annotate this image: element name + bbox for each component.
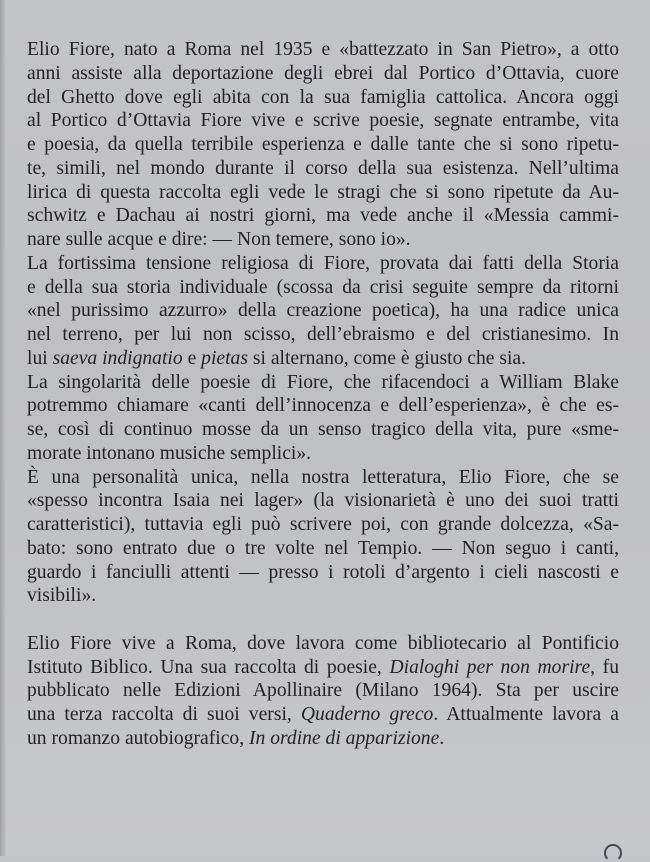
text-line: se, così di continuo mosse da un senso tragico della vita, pure «sme-: [27, 419, 619, 440]
text-line: pubblicato nelle Edizioni Apollinaire (Milano 1964). Sta per uscire: [27, 680, 619, 702]
text-line: schwitz e Dachau ai nostri giorni, ma vede anche il «Messia cammi-: [27, 205, 619, 227]
text-line: «spesso incontra Isaia nei lager» (la visionarietà è uno dei suoi tratti: [27, 490, 619, 512]
text-line: nel terreno, per lui non scisso, dell’ebraismo e del cristianesimo. In: [27, 324, 619, 345]
text-line: un romanzo autobiografico, In ordine di apparizione.: [27, 727, 445, 749]
text-line: guardo i fanciulli attenti — presso i rotoli d’argento i cieli nascosti e: [27, 561, 619, 583]
text-line: bato: sono entrato due o tre volte nel Tempio. — Non seguo i canti,: [27, 537, 619, 559]
text-line: È una personalità unica, nella nostra letteratura, Elio Fiore, che se: [27, 466, 619, 488]
text-line: e poesia, da quella terribile esperienza e dalle tante che si sono ripetu-: [27, 134, 619, 155]
text-line: anni assiste alla deportazione degli ebrei dal Portico d’Ottavia, cuore: [27, 62, 619, 84]
book-title: Dialoghi per non morire: [389, 656, 591, 678]
text-line: te, simili, nel mondo durante il corso della sua esistenza. Nell’ultima: [27, 157, 619, 179]
text-line: una terza raccolta di suoi versi, Quaderno greco. Attualmente lavora a: [27, 704, 619, 725]
text-line: morate intonano musiche semplici».: [27, 442, 312, 464]
text-line: potremmo chiamare «canti dell’innocenza e dell’esperienza», è che es-: [27, 395, 619, 417]
text-line: e della sua storia individuale (scossa da crisi seguite sempre da ritorni: [27, 276, 619, 298]
text-line: La fortissima tensione religiosa di Fiore, provata dai fatti della Storia: [27, 252, 619, 274]
text-line: del Ghetto dove egli abita con la sua famiglia cattolica. Ancora oggi: [27, 86, 619, 108]
text-line: Elio Fiore vive a Roma, dove lavora come bibliotecario al Pontificio: [27, 632, 619, 654]
text-line: Istituto Biblico. Una sua raccolta di poesie, Dialoghi per non morire, fu: [27, 656, 620, 678]
book-title: Quaderno greco: [300, 704, 434, 725]
blurb-text: [27, 38, 619, 751]
text-line: lirica di questa raccolta egli vede le stragi che si sono ripetute da Au-: [27, 181, 619, 203]
text-line: lui saeva indignatio e pietas si alternano, come è giusto che sia.: [27, 347, 527, 369]
book-title: In ordine di apparizione: [249, 727, 440, 749]
cover-left-edge: [0, 0, 6, 856]
text-line: caratteristici), tuttavia egli può scrivere poi, con grande dolcezza, «Sa-: [27, 514, 619, 535]
italic-phrase: pietas: [201, 347, 248, 369]
text-line: Elio Fiore, nato a Roma nel 1935 e «battezzato in San Pietro», a otto: [27, 39, 619, 60]
italic-phrase: saeva indignatio: [52, 347, 183, 369]
paragraph-spacer: [27, 608, 619, 632]
text-line: visibili».: [27, 585, 97, 607]
corner-emblem-fragment: [604, 844, 622, 862]
text-line: La singolarità delle poesie di Fiore, che rifacendoci a William Blake: [27, 371, 619, 393]
text-line: al Portico d’Ottavia Fiore vive e scrive poesie, segnate entrambe, vita: [27, 110, 619, 132]
text-line: nare sulle acque e dire: — Non temere, sono io».: [27, 229, 411, 250]
text-line: «nel purissimo azzurro» della creazione poetica), ha una radice unica: [27, 300, 619, 322]
